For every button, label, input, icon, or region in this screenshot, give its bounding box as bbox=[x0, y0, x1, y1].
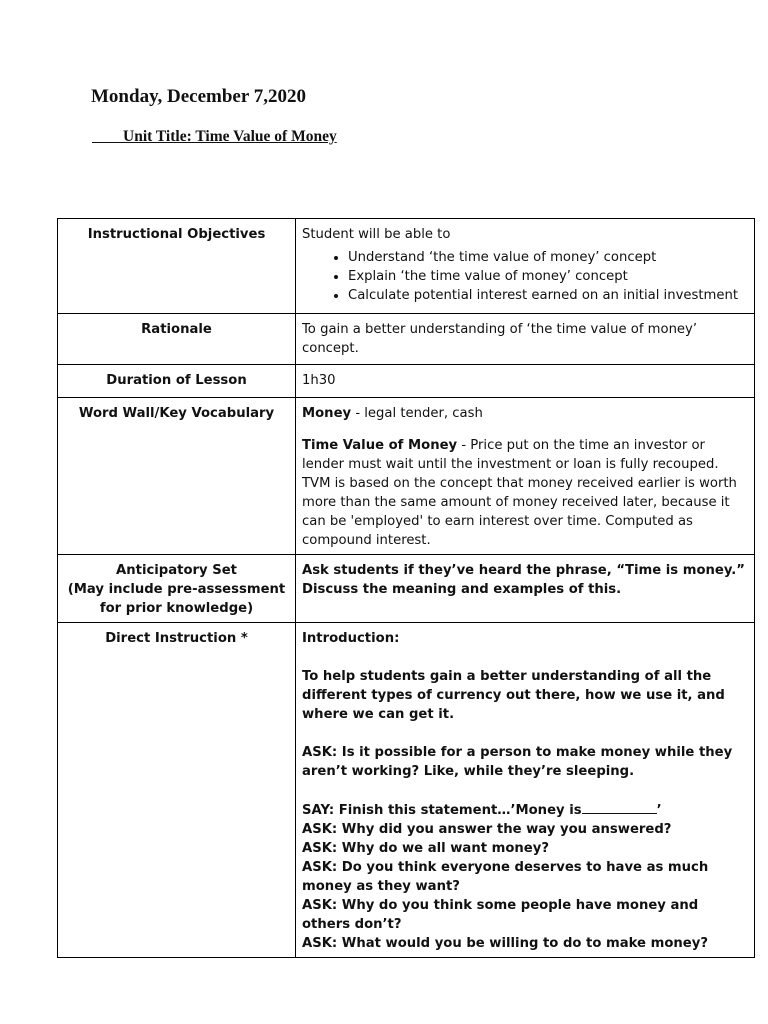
say-suffix: ’ bbox=[656, 803, 662, 818]
list-item: • Understand ‘the time value of money’ concept bbox=[348, 248, 748, 267]
list-item: ASK: What would you be willing to do to make money? bbox=[302, 936, 708, 951]
vocab-entry-tvm bbox=[302, 436, 748, 550]
list-item: ASK: Why did you answer the way you answered? bbox=[302, 822, 672, 837]
label-duration: Duration of Lesson bbox=[58, 365, 296, 398]
list-item: ASK: Why do you think some people have money and others don’t? bbox=[302, 898, 699, 932]
cell-direct-instruction bbox=[296, 623, 755, 958]
objectives-list bbox=[302, 248, 748, 305]
label-rationale: Rationale bbox=[58, 314, 296, 365]
vocab-term: Money bbox=[302, 406, 352, 421]
vocab-term: Time Value of Money bbox=[302, 438, 458, 453]
cell-key-vocabulary bbox=[296, 398, 755, 555]
lesson-plan-table bbox=[57, 218, 755, 958]
direct-say-statement bbox=[302, 800, 748, 820]
vocab-entry-money bbox=[302, 404, 748, 423]
label-anticipatory-title: Anticipatory Set bbox=[116, 563, 237, 578]
lesson-date: Monday, December 7,2020 bbox=[91, 86, 306, 107]
unit-title-text: Unit Title: Time Value of Money bbox=[123, 128, 337, 145]
cell-rationale: To gain a better understanding of ‘the time value of money’ concept. bbox=[296, 314, 755, 365]
cell-anticipatory-set: Ask students if they’ve heard the phrase, “Time is money.” Discuss the meaning and examples of this. bbox=[296, 555, 755, 623]
objectives-intro: Student will be able to bbox=[302, 227, 451, 242]
fill-in-blank bbox=[582, 800, 657, 814]
row-instructional-objectives bbox=[58, 219, 755, 314]
unit-title bbox=[92, 128, 337, 146]
list-item: • Explain ‘the time value of money’ concept bbox=[348, 267, 748, 286]
list-item: ASK: Do you think everyone deserves to have as much money as they want? bbox=[302, 860, 709, 894]
label-direct-instruction: Direct Instruction * bbox=[58, 623, 296, 958]
label-instructional-objectives: Instructional Objectives bbox=[58, 219, 296, 314]
row-key-vocabulary bbox=[58, 398, 755, 555]
row-anticipatory-set bbox=[58, 555, 755, 623]
say-prefix: SAY: Finish this statement…’Money is bbox=[302, 803, 582, 818]
list-item: ASK: Why do we all want money? bbox=[302, 841, 549, 856]
direct-purpose: To help students gain a better understanding of all the different types of currency out there, how we use it, and where we can get it. bbox=[302, 669, 725, 722]
label-anticipatory-set bbox=[58, 555, 296, 623]
vocab-definition: - legal tender, cash bbox=[351, 406, 483, 421]
vocab-definition: - Price put on the time an investor or lender must wait until the investment or loan is fully recouped. TVM is based on the concept that money received earlier is worth more than the same amount of money received later, because it can be 'employed' to earn interest over time. Computed as compound interest. bbox=[302, 438, 737, 548]
row-duration bbox=[58, 365, 755, 398]
cell-instructional-objectives bbox=[296, 219, 755, 314]
direct-heading: Introduction: bbox=[302, 631, 400, 646]
label-key-vocabulary: Word Wall/Key Vocabulary bbox=[58, 398, 296, 555]
row-direct-instruction bbox=[58, 623, 755, 958]
row-rationale bbox=[58, 314, 755, 365]
cell-duration: 1h30 bbox=[296, 365, 755, 398]
label-anticipatory-note: (May include pre-assessment for prior knowledge) bbox=[67, 582, 286, 616]
list-item: • Calculate potential interest earned on an initial investment bbox=[348, 286, 748, 305]
direct-ask-sleep: ASK: Is it possible for a person to make money while they aren’t working? Like, while they’re sleeping. bbox=[302, 745, 733, 779]
